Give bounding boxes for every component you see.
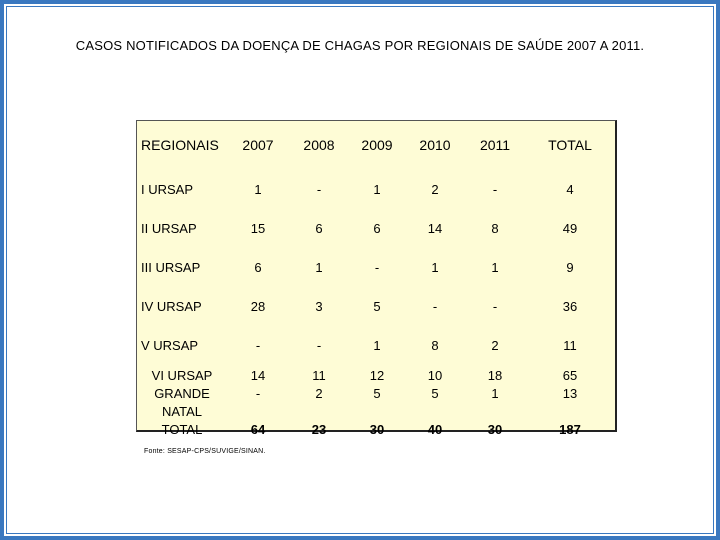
table-row [137,285,615,324]
region-cell: III URSAP [141,260,201,275]
value-grande-natal: 1 [491,386,499,401]
chagas-cases-table [137,121,615,439]
value-cell: 1 [431,260,439,275]
value-grande-natal: 5 [373,386,381,401]
value-cell: - [492,299,498,314]
value-cell: 1 [491,260,499,275]
value-cell: 6 [254,260,262,275]
data-table-container [136,120,617,437]
value-vi-ursap: 12 [369,368,385,383]
region-cell: II URSAP [141,221,197,236]
region-cell: IV URSAP [141,299,202,314]
total-cell: 36 [562,299,578,314]
table-row-multiline [137,363,615,421]
value-grande-natal: 2 [315,386,323,401]
value-cell: 2 [491,338,499,353]
value-cell: 14 [427,221,443,236]
value-cell: 8 [491,221,499,236]
value-vi-ursap: 11 [312,368,326,383]
total-cell: 49 [562,221,578,236]
region-cell: V URSAP [141,338,199,353]
page-title: CASOS NOTIFICADOS DA DOENÇA DE CHAGAS POR REGIONAIS DE SAÚDE 2007 A 2011. [75,38,645,53]
table-row [137,168,615,207]
header-cell: 2011 [479,136,511,153]
table-header-row [137,121,615,168]
region-cell-multiline [137,363,227,421]
total-cell: 4 [566,182,574,197]
value-cell: 28 [250,299,266,314]
table-row [137,207,615,246]
total-value-cell: 30 [487,422,503,437]
value-vi-ursap: 65 [562,368,578,383]
value-cell-multiline [289,363,349,421]
total-value-cell: 40 [427,422,443,437]
value-cell: - [316,338,322,353]
value-cell: - [432,299,438,314]
value-cell: - [316,182,322,197]
value-cell: 2 [431,182,439,197]
value-cell-multiline [405,363,465,421]
value-cell: 6 [315,221,323,236]
total-value-cell: 30 [369,422,385,437]
table-row [137,246,615,285]
total-value-cell: 64 [250,422,266,437]
region-label-vi-ursap: VI URSAP [151,368,213,383]
table-row [137,324,615,363]
value-vi-ursap: 18 [487,368,503,383]
value-cell: - [374,260,380,275]
region-label-natal: NATAL [162,404,202,419]
total-cell-multiline [525,363,615,421]
value-vi-ursap: 14 [250,368,266,383]
header-cell: 2008 [303,136,335,153]
header-cell: REGIONAIS [141,136,219,153]
value-cell: 8 [431,338,439,353]
value-cell: 1 [373,338,381,353]
total-cell: 11 [563,338,577,353]
source-note: Fonte: SESAP-CPS/SUVIGE/SINAN. [144,448,266,455]
value-cell: 1 [254,182,262,197]
grand-total-cell: 187 [559,422,581,437]
region-cell: I URSAP [141,182,194,197]
value-vi-ursap: 10 [427,368,443,383]
value-grande-natal: 13 [562,386,578,401]
value-cell-multiline [349,363,405,421]
total-cell: 9 [566,260,574,275]
value-cell: 1 [315,260,323,275]
value-grande-natal: 5 [431,386,439,401]
value-cell: 6 [373,221,381,236]
value-cell-multiline [227,363,289,421]
value-cell: 1 [373,182,381,197]
value-cell: - [255,338,261,353]
value-cell: 3 [315,299,323,314]
total-value-cell: 23 [311,422,327,437]
value-cell-multiline [465,363,525,421]
header-cell: 2010 [419,136,451,153]
header-cell: 2007 [242,136,274,153]
value-cell: 15 [250,221,266,236]
table-total-row [137,421,615,439]
region-label-grande: GRANDE [154,386,210,401]
value-cell: - [492,182,498,197]
header-cell: TOTAL [548,136,592,153]
value-cell: 5 [373,299,381,314]
total-label: TOTAL [161,422,203,437]
value-grande-natal: - [255,386,261,401]
header-cell: 2009 [361,136,393,153]
